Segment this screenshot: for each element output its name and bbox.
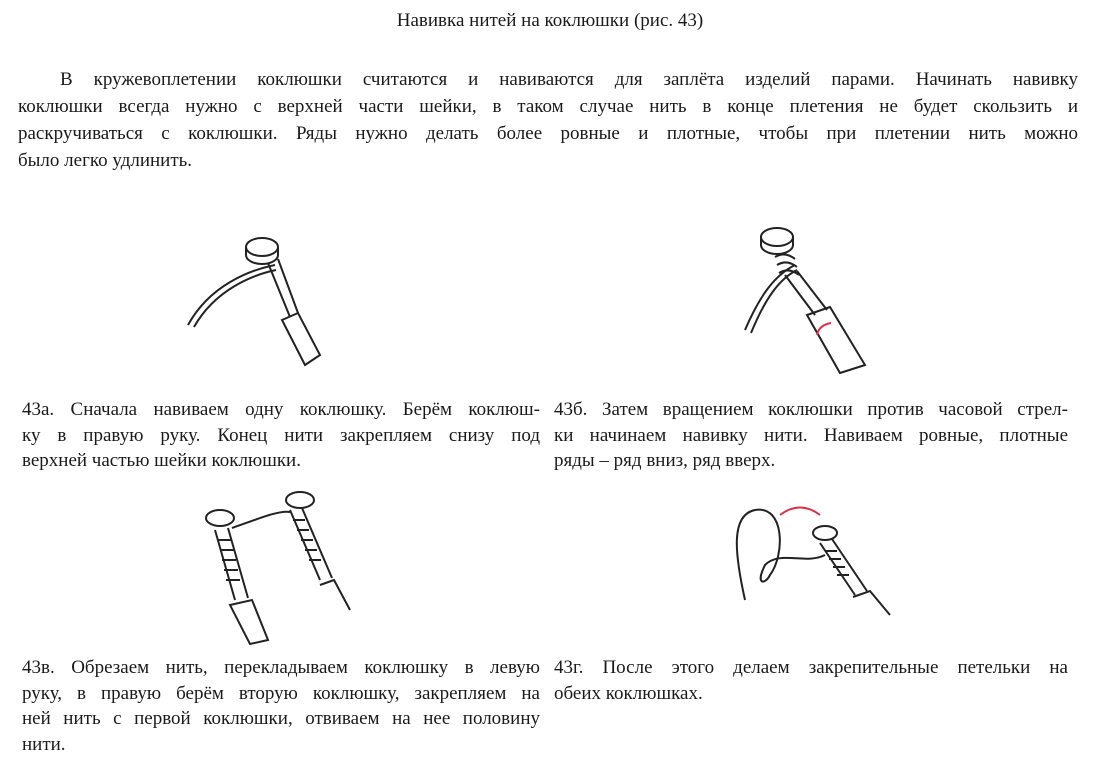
rotation-arrow-icon bbox=[817, 323, 831, 335]
text-line: коклюшки всегда нужно с верхней части шейки, в таком случае нить в конце плетения не будет скользить и bbox=[18, 96, 1078, 117]
caption-line: 43г. После этого делаем закрепительные петельки на bbox=[554, 657, 1068, 678]
caption-43b bbox=[554, 397, 1068, 474]
caption-43a bbox=[22, 397, 540, 474]
caption-line: ку в правую руку. Конец нити закрепляем снизу под bbox=[22, 424, 540, 446]
caption-line: ней нить с первой коклюшки, отвиваем на нее половину bbox=[22, 708, 540, 729]
figure-43b bbox=[735, 215, 895, 375]
caption-line: руку, в правую берём вторую коклюшку, закрепляем на bbox=[22, 682, 540, 704]
figure-43v bbox=[190, 480, 370, 645]
caption-line: ки начинаем навивку нити. Навиваем ровные, плотные bbox=[554, 424, 1068, 446]
caption-43v bbox=[22, 655, 540, 757]
caption-43g bbox=[554, 655, 1068, 706]
page-title: Навивка нитей на коклюшки (рис. 43) bbox=[396, 10, 704, 31]
text-line: было легко удлинить. bbox=[18, 150, 193, 171]
caption-line: 43в. Обрезаем нить, перекладываем коклюшку в левую bbox=[22, 657, 540, 678]
caption-line: ряды – ряд вниз, ряд вверх. bbox=[554, 450, 776, 471]
caption-line: верхней частью шейки коклюшки. bbox=[22, 450, 301, 471]
loop-arrow-icon bbox=[780, 508, 820, 516]
text-line: В кружевоплетении коклюшки считаются и навиваются для заплёта изделий парами. Начинать навивку bbox=[60, 69, 1078, 90]
text-line: раскручиваться с коклюшки. Ряды нужно делать более ровные и плотные, чтобы при плетении нить можно bbox=[18, 123, 1078, 144]
figure-43g bbox=[725, 495, 895, 620]
caption-line: 43а. Сначала навиваем одну коклюшку. Берём коклюш- bbox=[22, 399, 540, 420]
caption-line: обеих коклюшках. bbox=[554, 682, 703, 704]
caption-line: нити. bbox=[22, 733, 66, 755]
intro-paragraph bbox=[18, 66, 1078, 174]
figure-43a bbox=[180, 225, 360, 375]
caption-line: 43б. Затем вращением коклюшки против часовой стрел- bbox=[554, 399, 1068, 420]
